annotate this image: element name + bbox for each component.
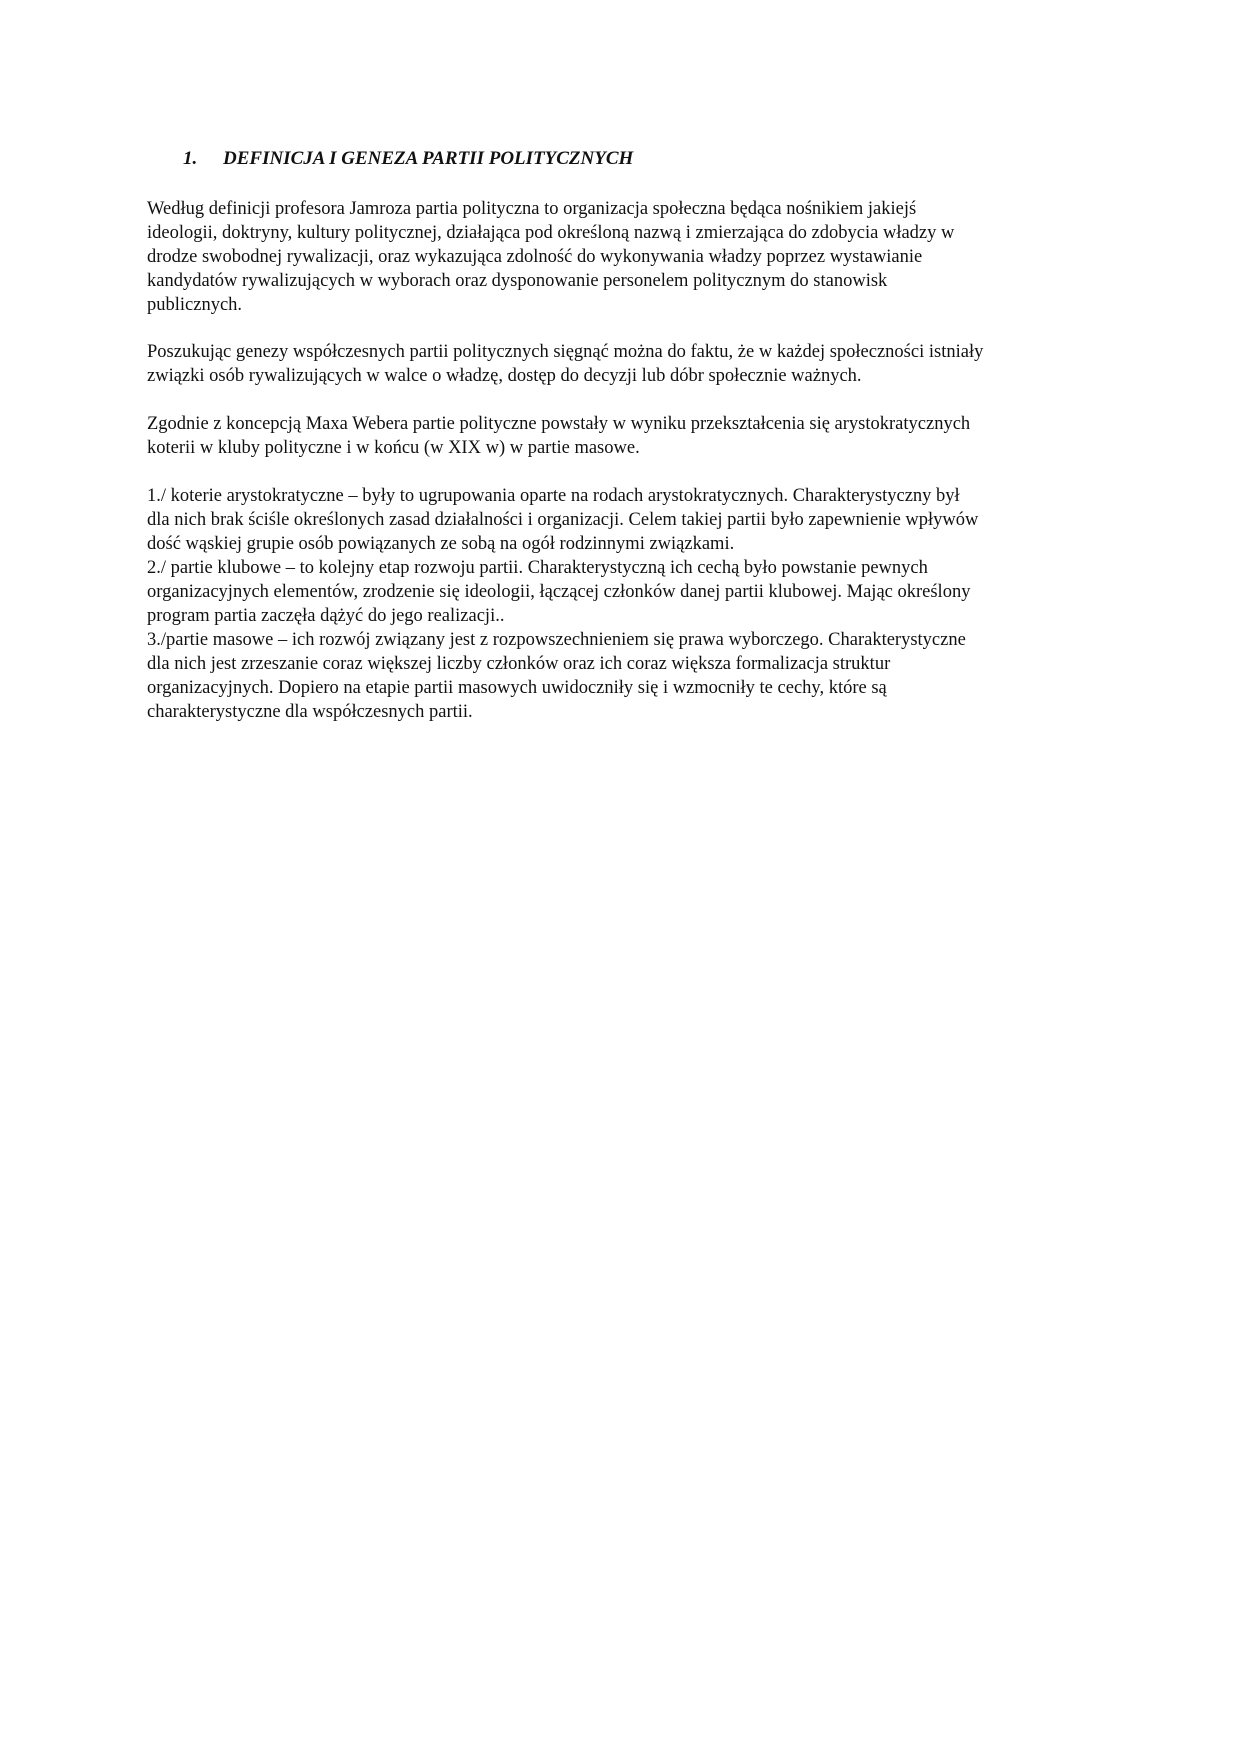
- text-line: Według definicji profesora Jamroza partia polityczna to organizacja społeczna będąca nośnikiem jakiejś: [147, 199, 917, 219]
- text-line: dość wąskiej grupie osób powiązanych ze sobą na ogół rodzinnymi związkami.: [147, 534, 735, 554]
- paragraph-party-types: [147, 484, 1107, 724]
- text-line: organizacyjnych. Dopiero na etapie partii masowych uwidoczniły się i wzmocniły te cechy, które są: [147, 678, 887, 698]
- text-line: związki osób rywalizujących w walce o władzę, dostęp do decyzji lub dóbr społecznie ważnych.: [147, 366, 862, 386]
- paragraph-definition: [147, 197, 1107, 317]
- section-title: DEFINICJA I GENEZA PARTII POLITYCZNYCH: [223, 148, 634, 169]
- paragraph-weber: [147, 412, 1107, 460]
- text-line: drodze swobodnej rywalizacji, oraz wykazująca zdolność do wykonywania władzy poprzez wystawianie: [147, 247, 923, 267]
- text-line: 1./ koterie arystokratyczne – były to ugrupowania oparte na rodach arystokratycznych. Charakterystyczny był: [147, 486, 960, 506]
- text-line: 3./partie masowe – ich rozwój związany jest z rozpowszechnieniem się prawa wyborczego. Charakterystyczne: [147, 630, 966, 650]
- text-line: Zgodnie z koncepcją Maxa Webera partie polityczne powstały w wyniku przekształcenia się arystokratycznych: [147, 414, 971, 434]
- text-line: Poszukując genezy współczesnych partii politycznych sięgnąć można do faktu, że w każdej społeczności istniały: [147, 342, 984, 362]
- text-line: organizacyjnych elementów, zrodzenie się ideologii, łączącej członków danej partii klubowej. Mając określony: [147, 582, 971, 602]
- section-number: 1.: [183, 148, 198, 169]
- text-line: program partia zaczęła dążyć do jego realizacji..: [147, 606, 505, 626]
- text-line: kandydatów rywalizujących w wyborach oraz dysponowanie personelem politycznym do stanowisk: [147, 271, 888, 291]
- section-heading: [183, 148, 633, 170]
- text-line: charakterystyczne dla współczesnych partii.: [147, 702, 473, 722]
- text-line: publicznych.: [147, 295, 243, 315]
- text-line: 2./ partie klubowe – to kolejny etap rozwoju partii. Charakterystyczną ich cechą było powstanie pewnych: [147, 558, 928, 578]
- text-line: ideologii, doktryny, kultury politycznej, działająca pod określoną nazwą i zmierzająca do zdobycia władzy w: [147, 223, 955, 243]
- text-line: koterii w kluby polityczne i w końcu (w XIX w) w partie masowe.: [147, 438, 640, 458]
- paragraph-genesis: [147, 340, 1107, 388]
- text-line: dla nich jest zrzeszanie coraz większej liczby członków oraz ich coraz większa formalizacja struktur: [147, 654, 891, 674]
- text-line: dla nich brak ściśle określonych zasad działalności i organizacji. Celem takiej partii było zapewnienie wpływów: [147, 510, 979, 530]
